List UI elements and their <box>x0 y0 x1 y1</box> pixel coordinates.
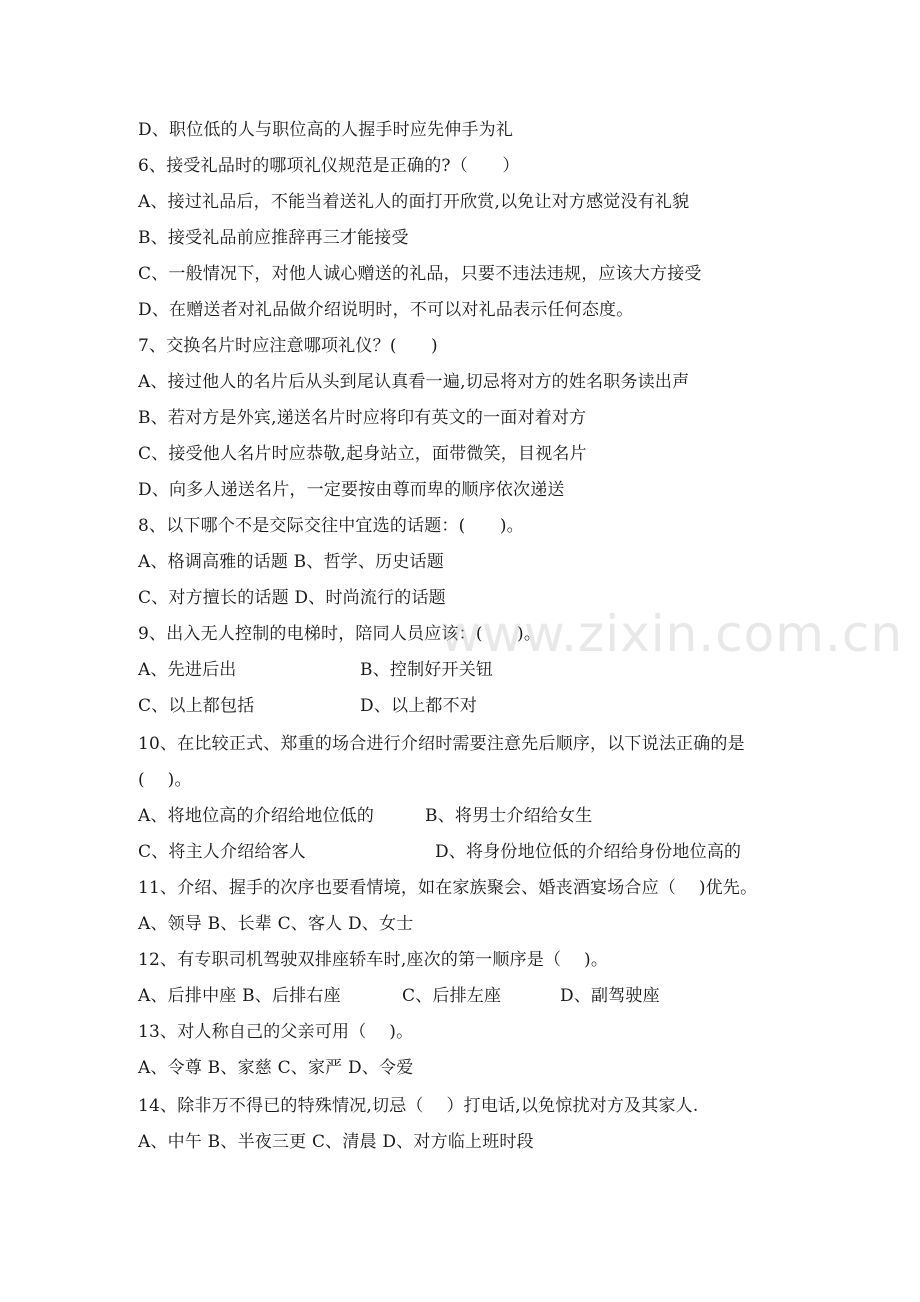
q5-option-d: D、职位低的人与职位高的人握手时应先伸手为礼 <box>138 120 514 140</box>
q7-option-a: A、接过他人的名片后从头到尾认真看一遍,切忌将对方的姓名职务读出声 <box>138 372 690 392</box>
q10-option-c: C、将主人介绍给客人 <box>138 842 307 862</box>
q10-option-b: B、将男士介绍给女生 <box>425 806 593 826</box>
question-7: 7、交换名片时应注意哪项礼仪？( ) <box>138 336 438 356</box>
question-11: 11、介绍、握手的次序也要看情境，如在家族聚会、婚丧酒宴场合应（ )优先。 <box>138 878 758 898</box>
q12-option-ab: A、后排中座 B、后排右座 <box>138 986 341 1006</box>
question-6: 6、接受礼品时的哪项礼仪规范是正确的?（ ） <box>138 156 520 176</box>
question-10-cont: ( )。 <box>138 770 192 790</box>
q12-option-d: D、副驾驶座 <box>560 986 660 1006</box>
question-9: 9、出入无人控制的电梯时，陪同人员应该：( )。 <box>138 624 542 644</box>
watermark: www.zixin.com.cn <box>440 605 904 663</box>
q8-options-ab: A、格调高雅的话题 B、哲学、历史话题 <box>138 552 444 572</box>
q10-option-a: A、将地位高的介绍给地位低的 <box>138 806 375 826</box>
q12-option-c: C、后排左座 <box>402 986 502 1006</box>
q12-options <box>138 984 838 1008</box>
q10-option-d: D、将身份地位低的介绍给身份地位高的 <box>435 842 742 862</box>
question-12: 12、有专职司机驾驶双排座轿车时,座次的第一顺序是（ )。 <box>138 950 609 970</box>
q9-option-a: A、先进后出 <box>138 660 237 680</box>
q6-option-b: B、接受礼品前应推辞再三才能接受 <box>138 228 409 248</box>
q7-option-c: C、接受他人名片时应恭敬,起身站立，面带微笑，目视名片 <box>138 444 587 464</box>
q11-options: A、领导 B、长辈 C、客人 D、女士 <box>138 914 414 934</box>
q7-option-b: B、若对方是外宾,递送名片时应将印有英文的一面对着对方 <box>138 408 587 428</box>
q6-option-a: A、接过礼品后，不能当着送礼人的面打开欣赏,以免让对方感觉没有礼貌 <box>138 192 690 212</box>
q6-option-d: D、在赠送者对礼品做介绍说明时，不可以对礼品表示任何态度。 <box>138 300 634 320</box>
q9-option-b: B、控制好开关钮 <box>360 660 494 680</box>
question-10: 10、在比较正式、郑重的场合进行介绍时需要注意先后顺序，以下说法正确的是 <box>138 734 745 754</box>
q7-option-d: D、向多人递送名片，一定要按由尊而卑的顺序依次递送 <box>138 480 565 500</box>
question-8: 8、以下哪个不是交际交往中宜选的话题：( )。 <box>138 516 524 536</box>
q13-options: A、令尊 B、家慈 C、家严 D、令爱 <box>138 1058 414 1078</box>
question-13: 13、对人称自己的父亲可用（ )。 <box>138 1022 414 1042</box>
q10-options-cd <box>138 840 838 864</box>
q9-option-c: C、以上都包括 <box>138 696 255 716</box>
q9-options-cd <box>138 694 838 718</box>
q9-option-d: D、以上都不对 <box>360 696 478 716</box>
q14-options: A、中午 B、半夜三更 C、清晨 D、对方临上班时段 <box>138 1132 534 1152</box>
question-14: 14、除非万不得已的特殊情况,切忌（ ）打电话,以免惊扰对方及其家人. <box>138 1096 699 1116</box>
q10-options-ab <box>138 804 838 828</box>
q8-options-cd: C、对方擅长的话题 D、时尚流行的话题 <box>138 588 446 608</box>
q6-option-c: C、一般情况下，对他人诚心赠送的礼品，只要不违法违规，应该大方接受 <box>138 264 702 284</box>
